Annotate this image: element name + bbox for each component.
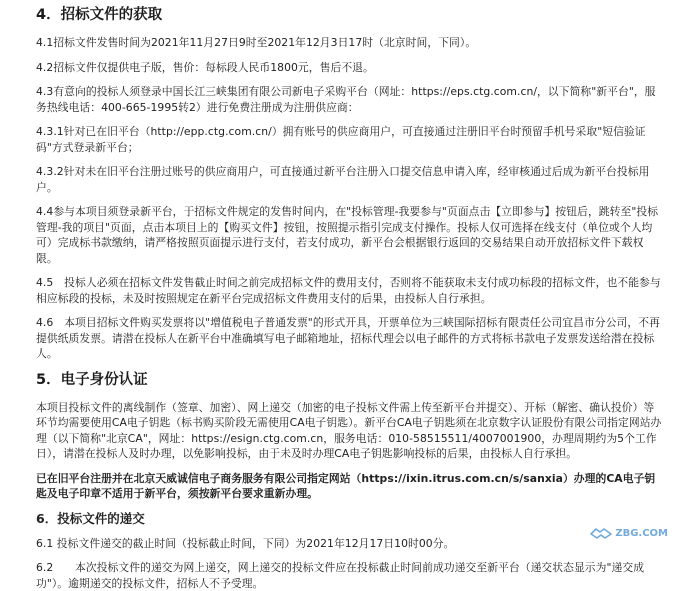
section-6-heading: 6．投标文件的递交 bbox=[36, 510, 145, 526]
paragraph-4-3: 4.3有意向的投标人须登录中国长江三峡集团有限公司新电子采购平台（网址：https://eps.ctg.com.cn/，以下简称"新平台"，服务热线电话：400-665-1995转2）进行免费注册成为注册供应商： bbox=[36, 85, 656, 114]
paragraph-5-old-platform-notice: 已在旧平台注册并在北京天威诚信电子商务服务有限公司指定网站（https://ixin.itrus.com.cn/s/sanxia）办理的CA电子钥匙及电子印章不适用于新平台，须按新平台要求重新办理。 bbox=[36, 471, 656, 500]
watermark-text: ZBG.COM bbox=[615, 527, 668, 539]
paragraph-4-3-1: 4.3.1针对已在旧平台（http://epp.ctg.com.cn/）拥有账号的供应商用户，可直接通过注册旧平台时预留手机号采取"短信验证码"方式登录新平台； bbox=[36, 125, 646, 154]
section-4-heading: 4．招标文件的获取 bbox=[36, 7, 163, 23]
paragraph-4-1: 4.1招标文件发售时间为2021年11月27日9时至2021年12月3日17时（北京时间，下同）。 bbox=[36, 36, 477, 49]
paragraph-4-3-2: 4.3.2针对未在旧平台注册过账号的供应商用户，可直接通过新平台注册入口提交信息申请入库，经审核通过后成为新平台投标用户。 bbox=[36, 165, 650, 194]
handshake-logo-icon bbox=[590, 526, 612, 540]
paragraph-5-ca-requirements: 本项目投标文件的离线制作（签章、加密）、网上递交（加密的电子投标文件需上传至新平台并提交）、开标（解密、确认投价）等环节均需要使用CA电子钥匙（标书购买阶段无需使用CA电子钥匙）。新平台CA电子钥匙须在北京数字认证股份有限公司指定网站办理（以下简称"北京CA"，网址：https://esign.ctg.com.cn，服务电话：010-58515511/4007001900，办理周期约为5个工作日），请潜在投标人及时办理，以免影响投标，由于未及时办理CA电子钥匙影响投标的后果，由投标人自行承担。 bbox=[36, 400, 662, 460]
watermark-logo bbox=[590, 526, 668, 540]
section-5-heading: 5．电子身份认证 bbox=[36, 371, 148, 388]
paragraph-4-4: 4.4参与本项目须登录新平台，于招标文件规定的发售时间内，在"投标管理-我要参与"页面点击【立即参与】按钮后，跳转至"投标管理-我的项目"页面，点击本项目上的【购买文件】按钮，按照提示指引完成支付操作。投标人仅可选择在线支付（单位或个人均可）完成标书款缴纳，请严格按照页面提示进行支付，若支付成功，新平台会根据银行返回的交易结果自动开放招标文件下载权限。 bbox=[36, 205, 659, 265]
paragraph-6-2: 6.2 本次投标文件的递交为网上递交，网上递交的投标文件应在投标截止时间前成功递交至新平台（递交状态显示为"递交成功"）。逾期递交的投标文件，招标人不予受理。 bbox=[36, 561, 645, 590]
paragraph-6-1: 6.1 投标文件递交的截止时间（投标截止时间，下同）为2021年12月17日10时00分。 bbox=[36, 536, 455, 550]
paragraph-4-2: 4.2招标文件仅提供电子版，售价：每标段人民币1800元，售后不退。 bbox=[36, 60, 374, 74]
paragraph-4-5: 4.5 投标人必须在招标文件发售截止时间之前完成招标文件的费用支付，否则将不能获取未支付成功标段的招标文件，也不能参与相应标段的投标，未及时按照规定在新平台完成招标文件费用支付的后果，由投标人自行承担。 bbox=[36, 276, 661, 305]
paragraph-4-6: 4.6 本项目招标文件购买发票将以"增值税电子普通发票"的形式开具，开票单位为三峡国际招标有限责任公司宜昌市分公司，不再提供纸质发票。请潜在投标人在新平台中准确填写电子邮箱地址，招标代理会以电子邮件的方式将标书款电子发票发送给潜在投标人。 bbox=[36, 316, 660, 360]
